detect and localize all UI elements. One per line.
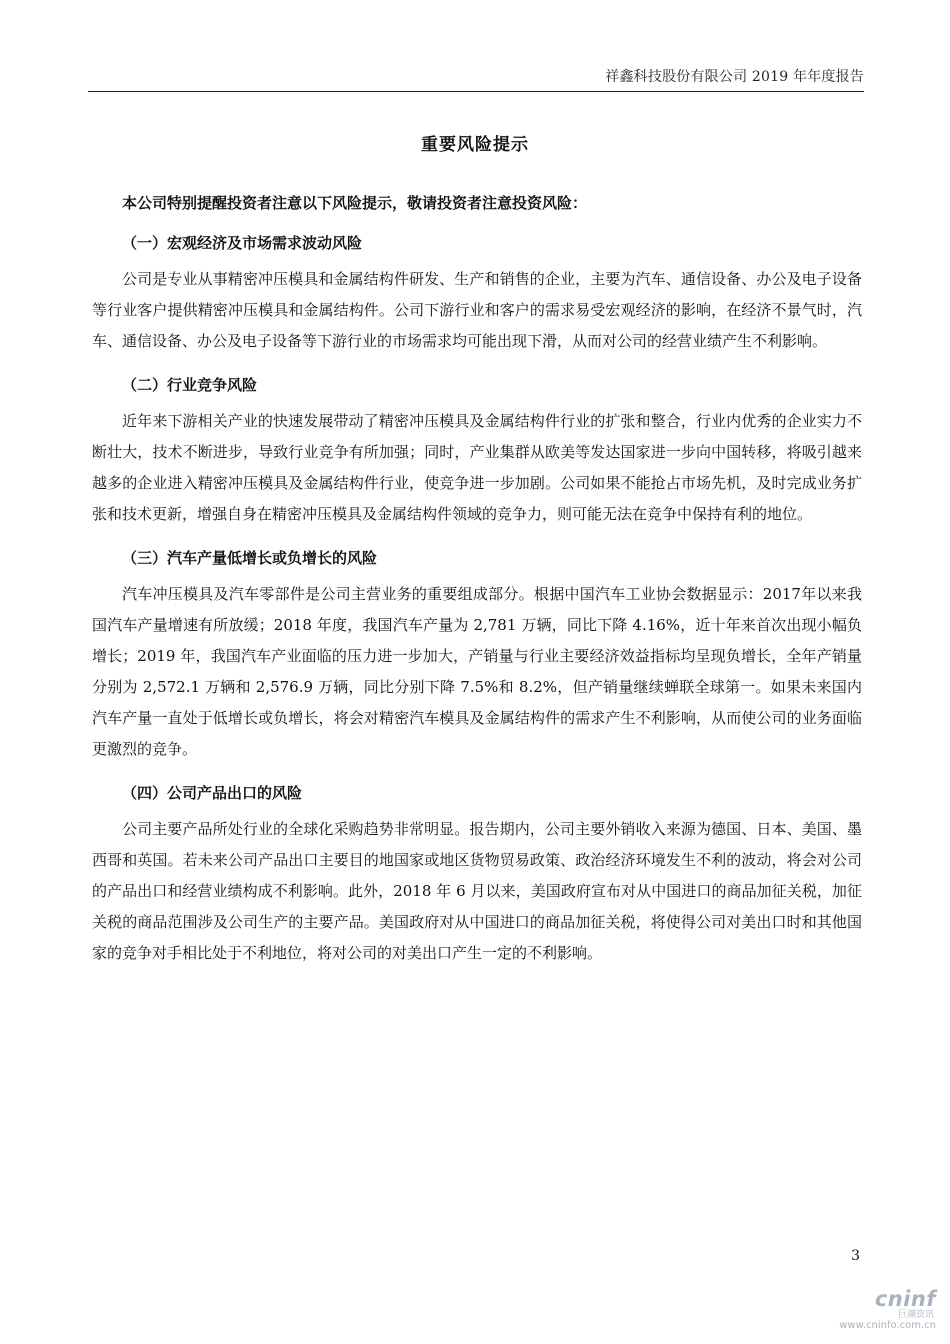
intro-statement: 本公司特别提醒投资者注意以下风险提示，敬请投资者注意投资风险： [122, 194, 588, 212]
watermark-logo: cninf [874, 1287, 936, 1311]
section-body: 汽车冲压模具及汽车零部件是公司主营业务的重要组成部分。根据中国汽车工业协会数据显示：2017年以来我国汽车产量增速有所放缓；2018 年度，我国汽车产量为 2,781 万辆，同比下降 4.16%，近十年来首次出现小幅负增长；2019 年，我国汽车产业面临的压力进一步加大，产销量与行业主要经济效益指标均呈现负增长，全年产销量分别为 2,572.1 万辆和 2,576.9 万辆，同比分别下降 7.5%和 8.2%，但产销量继续蝉联全球第一。如果未来国内汽车产量一直处于低增长或负增长，将会对精密汽车模具及金属结构件的需求产生不利影响，从而使公司的业务面临更激烈的竞争。 [92, 585, 862, 758]
document-body [92, 188, 862, 982]
watermark-cn-name: 巨潮资讯 [897, 1310, 934, 1320]
section-body: 公司是专业从事精密冲压模具和金属结构件研发、生产和销售的企业，主要为汽车、通信设备、办公及电子设备等行业客户提供精密冲压模具和金属结构件。公司下游行业和客户的需求易受宏观经济的影响，在经济不景气时，汽车、通信设备、办公及电子设备等下游行业的市场需求均可能出现下滑，从而对公司的经营业绩产生不利影响。 [92, 270, 862, 350]
section-body: 公司主要产品所处行业的全球化采购趋势非常明显。报告期内，公司主要外销收入来源为德国、日本、美国、墨西哥和英国。若未来公司产品出口主要目的地国家或地区货物贸易政策、政治经济环境发生不利的波动，将会对公司的产品出口和经营业绩构成不利影响。此外，2018 年 6 月以来，美国政府宣布对从中国进口的商品加征关税，加征关税的商品范围涉及公司生产的主要产品。美国政府对从中国进口的商品加征关税，将使得公司对美出口时和其他国家的竞争对手相比处于不利地位，将对公司的对美出口产生一定的不利影响。 [92, 820, 862, 962]
section-heading: （一）宏观经济及市场需求波动风险 [122, 234, 363, 252]
risk-section-export [92, 778, 862, 969]
risk-section-auto-output [92, 543, 862, 765]
section-body: 近年来下游相关产业的快速发展带动了精密冲压模具及金属结构件行业的扩张和整合，行业内优秀的企业实力不断壮大，技术不断进步，导致行业竞争有所加强；同时，产业集群从欧美等发达国家进一步向中国转移，将吸引越来越多的企业进入精密冲压模具及金属结构件行业，使竞争进一步加剧。公司如果不能抢占市场先机，及时完成业务扩张和技术更新，增强自身在精密冲压模具及金属结构件领域的竞争力，则可能无法在竞争中保持有利的地位。 [92, 412, 862, 523]
section-heading: （三）汽车产量低增长或负增长的风险 [122, 549, 378, 567]
cninfo-watermark [836, 1288, 936, 1332]
page-title: 重要风险提示 [421, 135, 529, 155]
section-heading: （四）公司产品出口的风险 [122, 784, 303, 802]
watermark-url: www.cninfo.com.cn [839, 1320, 936, 1331]
section-heading: （二）行业竞争风险 [122, 376, 258, 394]
risk-section-competition [92, 370, 862, 530]
header-divider [88, 91, 864, 92]
report-header: 祥鑫科技股份有限公司 2019 年年度报告 [605, 69, 864, 85]
page-number: 3 [851, 1248, 860, 1264]
risk-section-macro [92, 228, 862, 357]
